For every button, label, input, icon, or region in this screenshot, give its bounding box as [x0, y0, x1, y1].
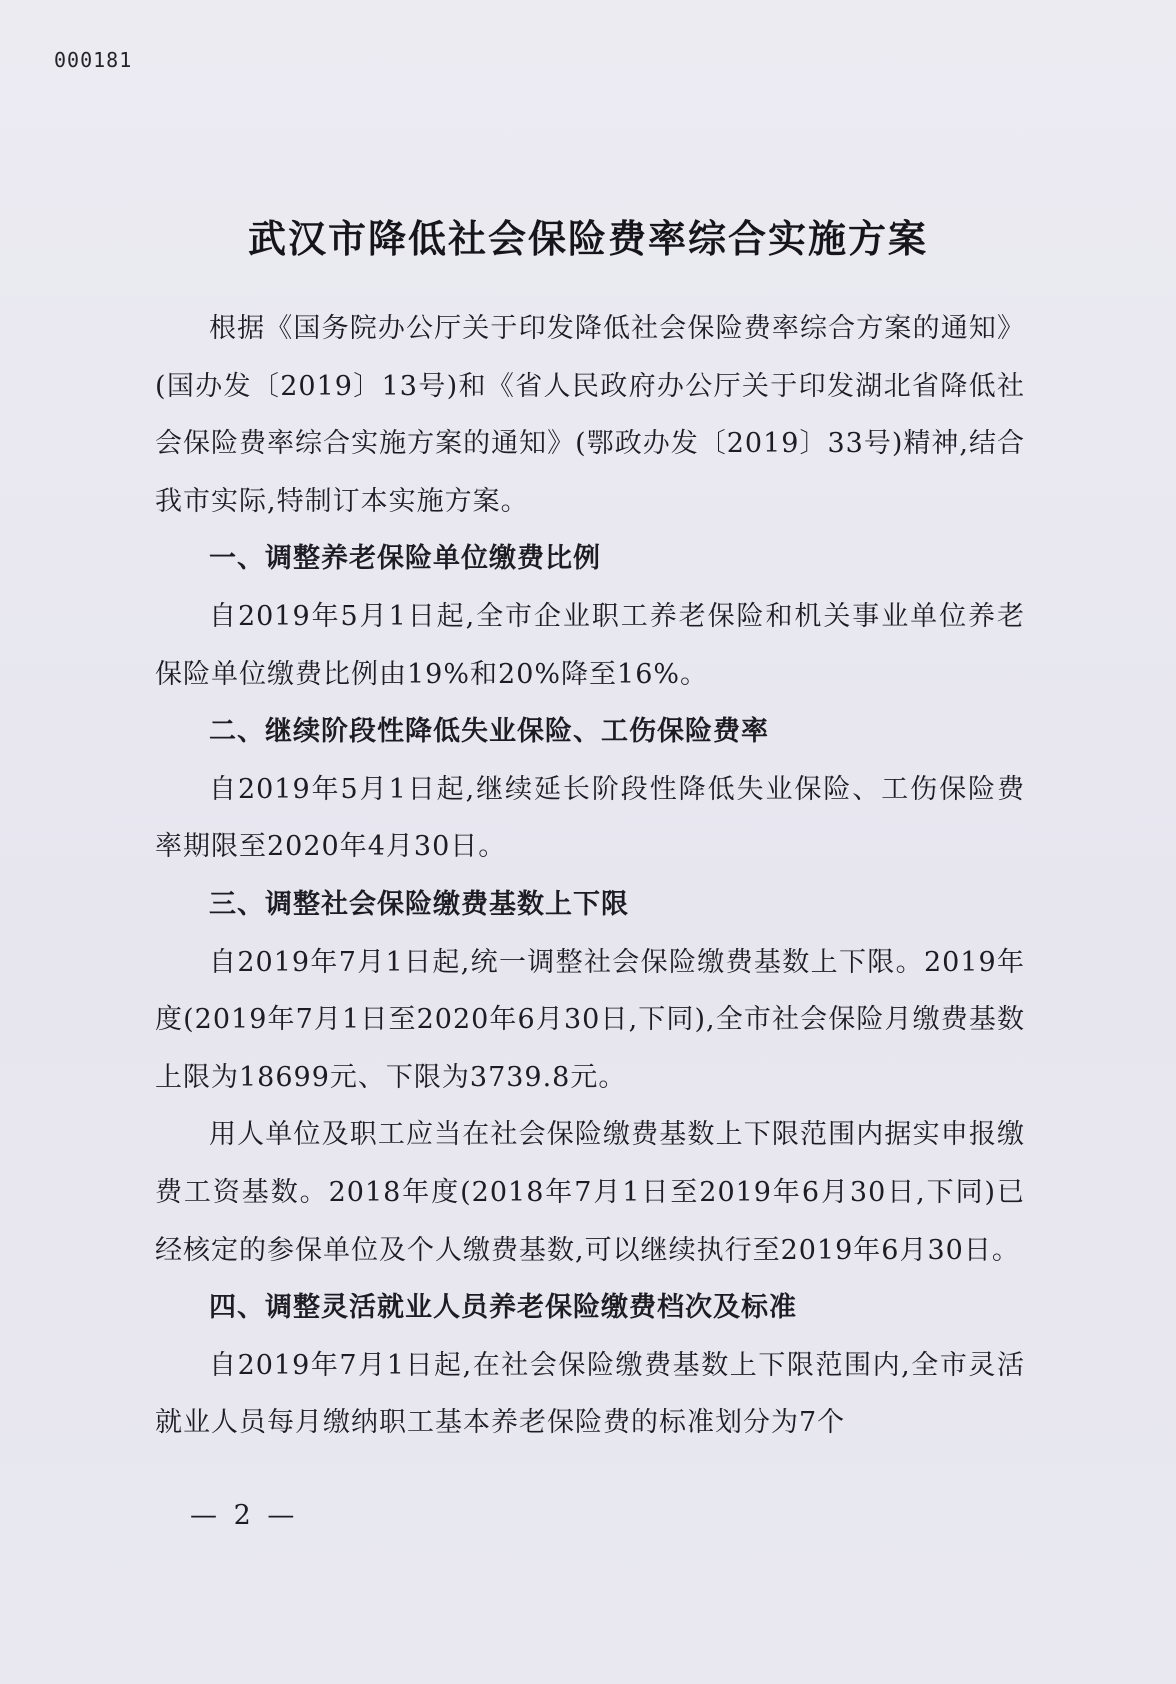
page-number: — 2 — — [190, 1500, 299, 1531]
paragraph-section-3a: 自2019年7月1日起,统一调整社会保险缴费基数上下限。2019年度(2019年7月1日至2020年6月30日,下同),全市社会保险月缴费基数上限为18699元、下限为3739.8元。 — [155, 946, 1025, 1093]
document-id: 000181 — [54, 48, 133, 72]
document-body — [155, 300, 1025, 1452]
paragraph-section-1: 自2019年5月1日起,全市企业职工养老保险和机关事业单位养老保险单位缴费比例由19%和20%降至16%。 — [155, 600, 1025, 690]
section-heading-3: 三、调整社会保险缴费基数上下限 — [209, 888, 629, 920]
paragraph-section-4: 自2019年7月1日起,在社会保险缴费基数上下限范围内,全市灵活就业人员每月缴纳职工基本养老保险费的标准划分为7个 — [155, 1349, 1025, 1439]
paragraph-section-3b: 用人单位及职工应当在社会保险缴费基数上下限范围内据实申报缴费工资基数。2018年度(2018年7月1日至2019年6月30日,下同)已经核定的参保单位及个人缴费基数,可以继续执行至2019年6月30日。 — [155, 1119, 1025, 1266]
section-heading-4: 四、调整灵活就业人员养老保险缴费档次及标准 — [209, 1292, 797, 1324]
section-heading-2: 二、继续阶段性降低失业保险、工伤保险费率 — [209, 716, 769, 748]
paragraph-section-2: 自2019年5月1日起,继续延长阶段性降低失业保险、工伤保险费率期限至2020年4月30日。 — [155, 773, 1025, 863]
paragraph-intro: 根据《国务院办公厅关于印发降低社会保险费率综合方案的通知》(国办发〔2019〕13号)和《省人民政府办公厅关于印发湖北省降低社会保险费率综合实施方案的通知》(鄂政办发〔2019〕33号)精神,结合我市实际,特制订本实施方案。 — [155, 313, 1025, 517]
document-title: 武汉市降低社会保险费率综合实施方案 — [247, 216, 928, 261]
section-heading-1: 一、调整养老保险单位缴费比例 — [209, 543, 601, 575]
